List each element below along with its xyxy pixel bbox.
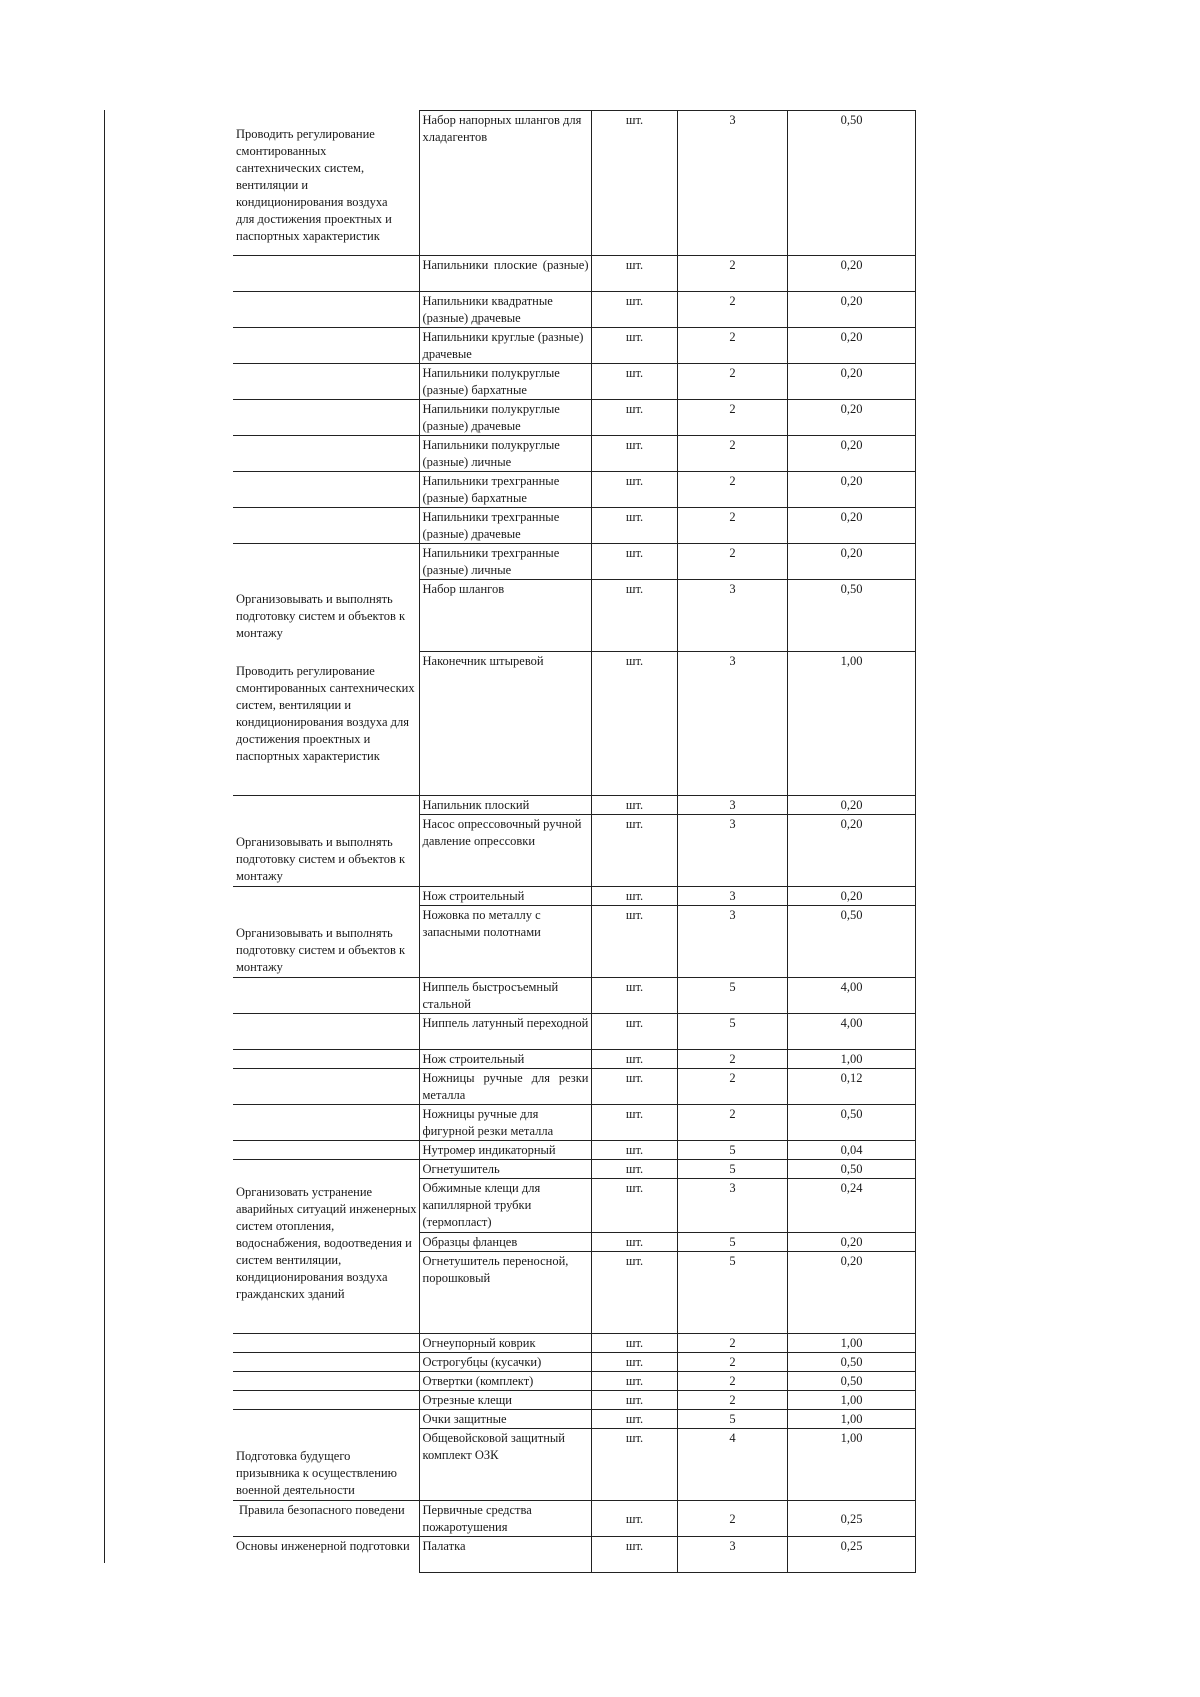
table-row xyxy=(233,111,915,256)
item-name: Ниппель латунный переходной xyxy=(419,1014,591,1050)
item-unit: шт. xyxy=(591,1252,677,1334)
item-name: Напильник плоский xyxy=(419,796,591,815)
competency-cell xyxy=(233,1391,419,1410)
item-unit: шт. xyxy=(591,1334,677,1353)
item-norm: 0,50 xyxy=(787,1105,915,1141)
competency-cell xyxy=(233,508,419,544)
item-qty: 3 xyxy=(677,906,787,978)
item-name: Ножницы ручные для фигурной резки металла xyxy=(419,1105,591,1141)
item-norm: 0,20 xyxy=(787,436,915,472)
item-qty: 5 xyxy=(677,1160,787,1179)
item-qty: 2 xyxy=(677,364,787,400)
competency-cell: Организовывать и выполнять подготовку систем и объектов к монтажу xyxy=(233,580,419,652)
item-norm: 0,50 xyxy=(787,580,915,652)
item-unit: шт. xyxy=(591,652,677,796)
competency-cell xyxy=(233,292,419,328)
item-norm: 0,04 xyxy=(787,1141,915,1160)
competency-cell xyxy=(233,1014,419,1050)
table-row xyxy=(233,1050,915,1069)
item-qty: 2 xyxy=(677,472,787,508)
table-row xyxy=(233,1141,915,1160)
table-row xyxy=(233,652,915,796)
item-norm: 4,00 xyxy=(787,1014,915,1050)
item-unit: шт. xyxy=(591,256,677,292)
competency-cell: Правила безопасного поведени xyxy=(233,1501,419,1537)
item-name: Насос опрессовочный ручной давление опрессовки xyxy=(419,815,591,887)
table-row xyxy=(233,436,915,472)
page-margin-line xyxy=(104,110,105,1563)
item-qty: 3 xyxy=(677,815,787,887)
item-unit: шт. xyxy=(591,580,677,652)
item-qty: 2 xyxy=(677,1372,787,1391)
item-norm: 4,00 xyxy=(787,978,915,1014)
table-row xyxy=(233,292,915,328)
item-qty: 2 xyxy=(677,1334,787,1353)
item-unit: шт. xyxy=(591,436,677,472)
item-name: Огнетушитель xyxy=(419,1160,591,1179)
item-norm: 1,00 xyxy=(787,1429,915,1501)
competency-cell xyxy=(233,1334,419,1353)
item-norm: 0,25 xyxy=(787,1501,915,1537)
item-norm: 1,00 xyxy=(787,1410,915,1429)
item-norm: 0,20 xyxy=(787,508,915,544)
item-name: Обжимные клещи для капиллярной трубки (термопласт) xyxy=(419,1179,591,1233)
item-unit: шт. xyxy=(591,1537,677,1573)
item-norm: 1,00 xyxy=(787,1334,915,1353)
table-row xyxy=(233,580,915,652)
table-row xyxy=(233,1179,915,1233)
competency-cell: Проводить регулирование смонтированных сантехнических систем, вентиляции и кондиционирования воздуха для достижения проектных и паспортных характеристик xyxy=(233,111,419,256)
item-qty: 2 xyxy=(677,1069,787,1105)
item-qty: 2 xyxy=(677,1353,787,1372)
item-unit: шт. xyxy=(591,472,677,508)
item-unit: шт. xyxy=(591,364,677,400)
item-norm: 1,00 xyxy=(787,1391,915,1410)
item-name: Образцы фланцев xyxy=(419,1233,591,1252)
item-name: Напильники круглые (разные) драчевые xyxy=(419,328,591,364)
item-unit: шт. xyxy=(591,1141,677,1160)
competency-cell xyxy=(233,364,419,400)
item-qty: 3 xyxy=(677,1537,787,1573)
item-name: Нож строительный xyxy=(419,887,591,906)
item-unit: шт. xyxy=(591,1105,677,1141)
table-row xyxy=(233,1391,915,1410)
item-qty: 3 xyxy=(677,887,787,906)
competency-cell xyxy=(233,400,419,436)
item-unit: шт. xyxy=(591,544,677,580)
competency-cell xyxy=(233,544,419,580)
item-qty: 5 xyxy=(677,1233,787,1252)
competency-cell xyxy=(233,328,419,364)
item-norm: 0,20 xyxy=(787,364,915,400)
item-unit: шт. xyxy=(591,111,677,256)
item-name: Ножовка по металлу с запасными полотнами xyxy=(419,906,591,978)
competency-cell xyxy=(233,1069,419,1105)
item-qty: 2 xyxy=(677,436,787,472)
item-name: Набор напорных шлангов для хладагентов xyxy=(419,111,591,256)
competency-cell xyxy=(233,1410,419,1429)
item-name: Напильники полукруглые (разные) личные xyxy=(419,436,591,472)
table-row xyxy=(233,1353,915,1372)
table-row xyxy=(233,1537,915,1573)
item-norm: 0,50 xyxy=(787,1372,915,1391)
item-norm: 1,00 xyxy=(787,652,915,796)
item-name: Ножницы ручные для резки металла xyxy=(419,1069,591,1105)
item-unit: шт. xyxy=(591,400,677,436)
item-qty: 5 xyxy=(677,1141,787,1160)
item-name: Ниппель быстросъемный стальной xyxy=(419,978,591,1014)
equipment-table xyxy=(233,110,916,1573)
table-row xyxy=(233,1501,915,1537)
table-row xyxy=(233,508,915,544)
competency-cell xyxy=(233,1372,419,1391)
item-norm: 0,20 xyxy=(787,328,915,364)
item-name: Напильники трехгранные (разные) драчевые xyxy=(419,508,591,544)
competency-cell: Организовывать и выполнять подготовку систем и объектов к монтажу xyxy=(233,906,419,978)
item-norm: 0,20 xyxy=(787,887,915,906)
item-qty: 2 xyxy=(677,292,787,328)
item-norm: 0,20 xyxy=(787,544,915,580)
item-name: Напильники плоские (разные) xyxy=(419,256,591,292)
table-row xyxy=(233,1372,915,1391)
item-qty: 2 xyxy=(677,256,787,292)
item-name: Огнетушитель переносной, порошковый xyxy=(419,1252,591,1334)
item-qty: 3 xyxy=(677,111,787,256)
item-name: Напильники квадратные (разные) драчевые xyxy=(419,292,591,328)
item-norm: 0,50 xyxy=(787,906,915,978)
competency-cell xyxy=(233,796,419,815)
item-name: Наконечник штыревой xyxy=(419,652,591,796)
item-norm: 0,20 xyxy=(787,796,915,815)
item-name: Отвертки (комплект) xyxy=(419,1372,591,1391)
competency-cell xyxy=(233,1160,419,1179)
item-name: Напильники полукруглые (разные) драчевые xyxy=(419,400,591,436)
item-unit: шт. xyxy=(591,1233,677,1252)
item-name: Нутромер индикаторный xyxy=(419,1141,591,1160)
item-name: Напильники полукруглые (разные) бархатные xyxy=(419,364,591,400)
competency-cell xyxy=(233,1141,419,1160)
table-row xyxy=(233,400,915,436)
item-unit: шт. xyxy=(591,1391,677,1410)
item-norm: 0,50 xyxy=(787,1160,915,1179)
competency-cell xyxy=(233,256,419,292)
table-row xyxy=(233,906,915,978)
table-row xyxy=(233,472,915,508)
competency-cell xyxy=(233,1353,419,1372)
table-row xyxy=(233,978,915,1014)
table-row xyxy=(233,887,915,906)
competency-cell: Основы инженерной подготовки xyxy=(233,1537,419,1573)
item-unit: шт. xyxy=(591,1429,677,1501)
item-name: Нож строительный xyxy=(419,1050,591,1069)
item-name: Очки защитные xyxy=(419,1410,591,1429)
competency-cell xyxy=(233,978,419,1014)
table-row xyxy=(233,1014,915,1050)
item-unit: шт. xyxy=(591,1410,677,1429)
item-qty: 2 xyxy=(677,544,787,580)
item-qty: 2 xyxy=(677,508,787,544)
table-row xyxy=(233,1069,915,1105)
item-norm: 0,20 xyxy=(787,256,915,292)
item-unit: шт. xyxy=(591,1069,677,1105)
table-row xyxy=(233,544,915,580)
competency-cell: Организовать устранение аварийных ситуаций инженерных систем отопления, водоснабжения, водоотведения и систем вентиляции, кондиционирования воздуха гражданских зданий xyxy=(233,1179,419,1334)
item-name: Набор шлангов xyxy=(419,580,591,652)
item-unit: шт. xyxy=(591,1372,677,1391)
item-norm: 0,20 xyxy=(787,815,915,887)
item-qty: 2 xyxy=(677,1391,787,1410)
item-qty: 3 xyxy=(677,1179,787,1233)
item-qty: 3 xyxy=(677,796,787,815)
item-unit: шт. xyxy=(591,1014,677,1050)
competency-cell xyxy=(233,436,419,472)
item-qty: 4 xyxy=(677,1429,787,1501)
competency-cell: Подготовка будущего призывника к осуществлению военной деятельности xyxy=(233,1429,419,1501)
item-unit: шт. xyxy=(591,796,677,815)
table-row xyxy=(233,1334,915,1353)
item-name: Огнеупорный коврик xyxy=(419,1334,591,1353)
competency-cell xyxy=(233,472,419,508)
table-row xyxy=(233,364,915,400)
item-name: Отрезные клещи xyxy=(419,1391,591,1410)
item-name: Острогубцы (кусачки) xyxy=(419,1353,591,1372)
item-norm: 0,20 xyxy=(787,472,915,508)
item-unit: шт. xyxy=(591,292,677,328)
table-row xyxy=(233,1105,915,1141)
item-qty: 5 xyxy=(677,978,787,1014)
item-unit: шт. xyxy=(591,328,677,364)
table-row xyxy=(233,815,915,887)
item-norm: 0,50 xyxy=(787,1353,915,1372)
competency-cell: Организовывать и выполнять подготовку систем и объектов к монтажу xyxy=(233,815,419,887)
item-qty: 5 xyxy=(677,1014,787,1050)
item-unit: шт. xyxy=(591,815,677,887)
item-unit: шт. xyxy=(591,1501,677,1537)
item-qty: 2 xyxy=(677,328,787,364)
item-norm: 0,20 xyxy=(787,1252,915,1334)
item-qty: 2 xyxy=(677,400,787,436)
item-unit: шт. xyxy=(591,887,677,906)
item-unit: шт. xyxy=(591,1050,677,1069)
item-qty: 2 xyxy=(677,1105,787,1141)
item-qty: 2 xyxy=(677,1050,787,1069)
item-norm: 0,20 xyxy=(787,292,915,328)
item-unit: шт. xyxy=(591,978,677,1014)
item-norm: 0,20 xyxy=(787,400,915,436)
competency-cell xyxy=(233,1105,419,1141)
table-row xyxy=(233,1160,915,1179)
competency-cell xyxy=(233,1050,419,1069)
table-row xyxy=(233,1410,915,1429)
item-unit: шт. xyxy=(591,508,677,544)
table-row xyxy=(233,1429,915,1501)
item-name: Первичные средства пожаротушения xyxy=(419,1501,591,1537)
item-norm: 1,00 xyxy=(787,1050,915,1069)
item-name: Напильники трехгранные (разные) личные xyxy=(419,544,591,580)
item-norm: 0,25 xyxy=(787,1537,915,1573)
item-unit: шт. xyxy=(591,1179,677,1233)
table-row xyxy=(233,796,915,815)
item-unit: шт. xyxy=(591,1160,677,1179)
competency-cell xyxy=(233,887,419,906)
item-qty: 2 xyxy=(677,1501,787,1537)
table-row xyxy=(233,256,915,292)
item-name: Напильники трехгранные (разные) бархатные xyxy=(419,472,591,508)
table-row xyxy=(233,328,915,364)
item-qty: 3 xyxy=(677,580,787,652)
item-unit: шт. xyxy=(591,1353,677,1372)
item-norm: 0,50 xyxy=(787,111,915,256)
item-name: Общевойсковой защитный комплект ОЗК xyxy=(419,1429,591,1501)
item-norm: 0,24 xyxy=(787,1179,915,1233)
item-norm: 0,20 xyxy=(787,1233,915,1252)
competency-cell: Проводить регулирование смонтированных сантехнических систем, вентиляции и кондиционирования воздуха для достижения проектных и паспортных характеристик xyxy=(233,652,419,796)
item-qty: 3 xyxy=(677,652,787,796)
item-unit: шт. xyxy=(591,906,677,978)
item-qty: 5 xyxy=(677,1252,787,1334)
item-name: Палатка xyxy=(419,1537,591,1573)
item-qty: 5 xyxy=(677,1410,787,1429)
item-norm: 0,12 xyxy=(787,1069,915,1105)
